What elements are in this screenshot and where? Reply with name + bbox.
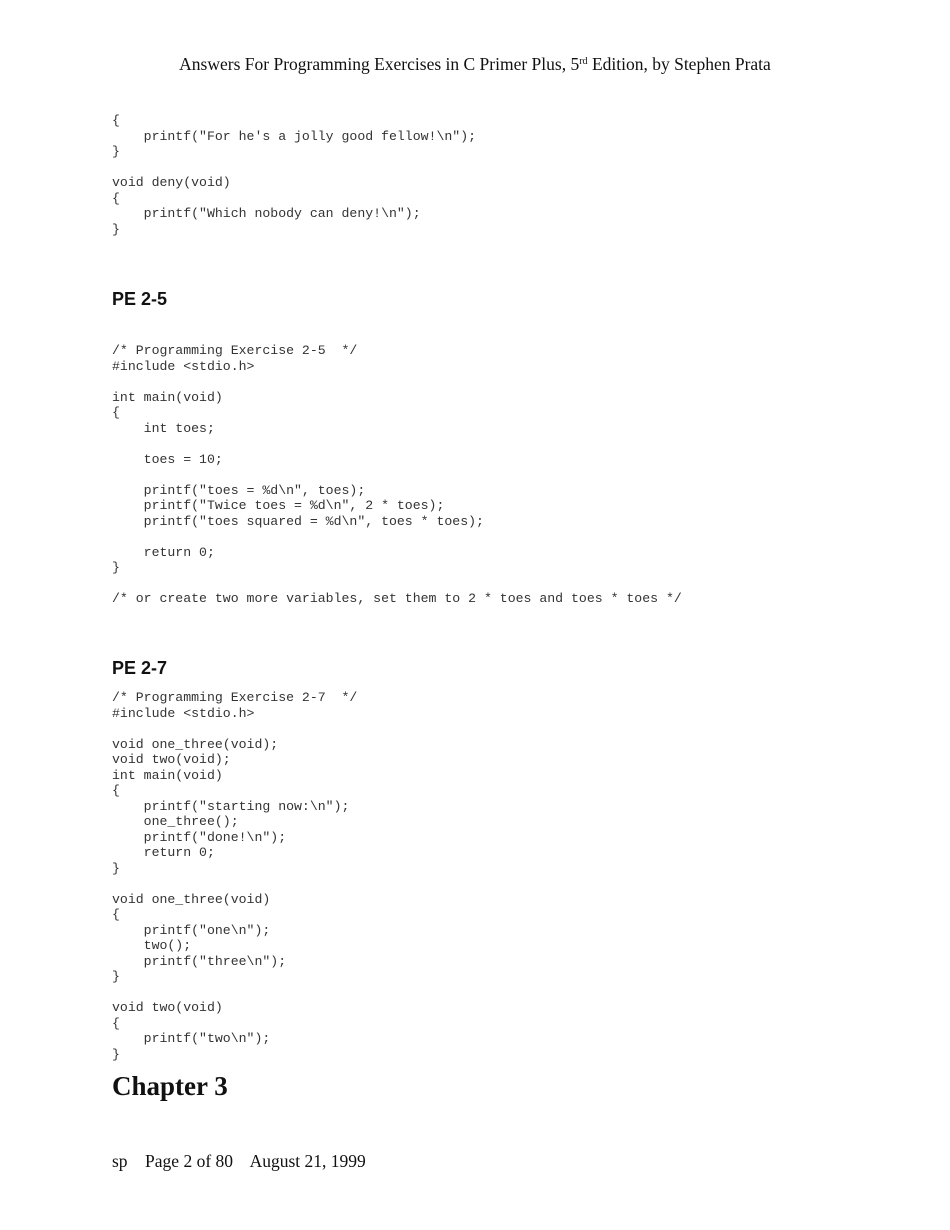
header-title-main: Answers For Programming Exercises in C Primer Plus, 5	[179, 54, 580, 74]
header-title-rest: Edition, by Stephen Prata	[587, 54, 771, 74]
code-block-pe-2-7: /* Programming Exercise 2-7 */ #include <stdio.h> void one_three(void); void two(void); int main(void) { printf("starting now:\n"); one_three(); printf("done!\n"); return 0; } void one_three(void) { printf("one\n"); two(); printf("three\n"); } void two(void) { printf("two\n"); }	[112, 690, 358, 1062]
section-heading-pe-2-7: PE 2-7	[112, 658, 168, 678]
page-footer: sp Page 2 of 80 August 21, 1999	[112, 1151, 366, 1171]
section-heading-pe-2-5: PE 2-5	[112, 289, 168, 309]
code-block-pe-2-5: /* Programming Exercise 2-5 */ #include <stdio.h> int main(void) { int toes; toes = 10; printf("toes = %d\n", toes); printf("Twice toes = %d\n", 2 * toes); printf("toes squared = %d\n", toes * toes); return 0; } /* or create two more variables, set them to 2 * toes and toes * toes */	[112, 343, 682, 606]
header-title-superscript: rd	[579, 56, 588, 67]
page-header	[0, 54, 950, 75]
chapter-heading: Chapter 3	[112, 1071, 228, 1101]
code-block-continuation: { printf("For he's a jolly good fellow!\n"); } void deny(void) { printf("Which nobody can deny!\n"); }	[112, 113, 477, 237]
